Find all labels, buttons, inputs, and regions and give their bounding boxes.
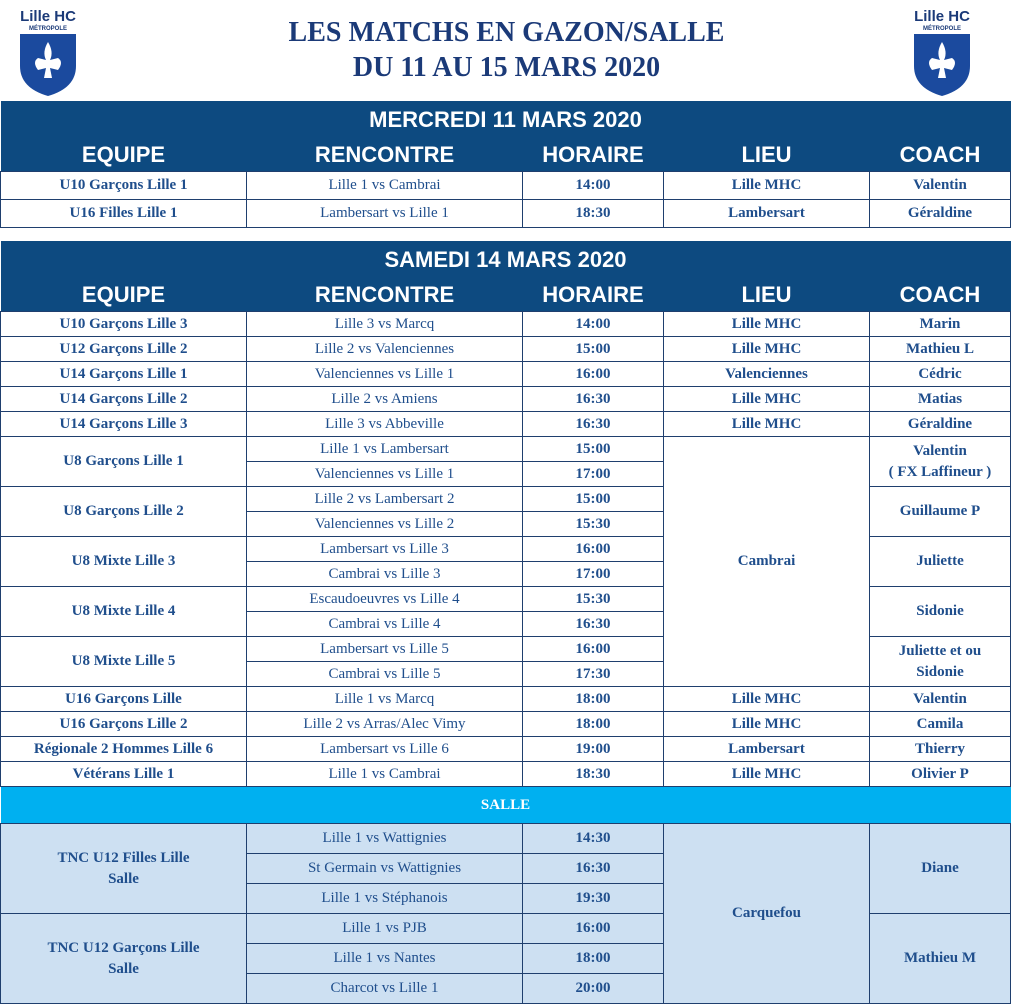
saturday-date: SAMEDI 14 MARS 2020	[1, 241, 1011, 279]
team-line1: TNC U12 Garçons Lille	[47, 939, 200, 956]
team-line1: TNC U12 Filles Lille	[57, 849, 190, 866]
match-cell: Lille 2 vs Valenciennes	[247, 337, 523, 362]
coach-cell: Olivier P	[870, 762, 1011, 787]
match-cell: Charcot vs Lille 1	[247, 974, 523, 1004]
team-cell: U14 Garçons Lille 3	[1, 412, 247, 437]
match-cell: Lambersart vs Lille 1	[247, 200, 523, 228]
time-cell: 18:00	[523, 712, 664, 737]
place-cell: Lille MHC	[664, 762, 870, 787]
time-cell: 16:30	[523, 854, 664, 884]
team-cell: U12 Garçons Lille 2	[1, 337, 247, 362]
table-row	[1, 362, 1011, 387]
time-cell: 17:00	[523, 562, 664, 587]
team-cell: U10 Garçons Lille 3	[1, 312, 247, 337]
table-row	[1, 824, 1011, 854]
match-cell: Valenciennes vs Lille 2	[247, 512, 523, 537]
match-cell: Lille 1 vs Cambrai	[247, 172, 523, 200]
coach-line2: Sidonie	[916, 663, 964, 680]
col-rencontre: RENCONTRE	[247, 279, 523, 312]
time-cell: 20:00	[523, 974, 664, 1004]
coach-cell: Guillaume P	[870, 487, 1011, 537]
match-cell: Lille 1 vs PJB	[247, 914, 523, 944]
match-cell: Cambrai vs Lille 4	[247, 612, 523, 637]
svg-text:Lille HC: Lille HC	[20, 8, 76, 25]
time-cell: 14:00	[523, 312, 664, 337]
time-cell: 16:00	[523, 362, 664, 387]
table-row	[1, 337, 1011, 362]
col-horaire: HORAIRE	[523, 279, 664, 312]
table-row	[1, 387, 1011, 412]
match-cell: Lille 1 vs Stéphanois	[247, 884, 523, 914]
col-coach: COACH	[870, 139, 1011, 172]
coach-cell: Matias	[870, 387, 1011, 412]
match-cell: Lambersart vs Lille 5	[247, 637, 523, 662]
svg-text:MÉTROPOLE: MÉTROPOLE	[28, 26, 68, 32]
salle-band: SALLE	[1, 787, 1011, 824]
team-cell: Régionale 2 Hommes Lille 6	[1, 737, 247, 762]
match-cell: Lille 1 vs Lambersart	[247, 437, 523, 462]
team-cell	[1, 914, 247, 1004]
col-lieu: LIEU	[664, 139, 870, 172]
time-cell: 15:00	[523, 487, 664, 512]
col-horaire: HORAIRE	[523, 139, 664, 172]
team-cell: U8 Garçons Lille 2	[1, 487, 247, 537]
time-cell: 16:30	[523, 412, 664, 437]
team-cell	[1, 824, 247, 914]
match-cell: Valenciennes vs Lille 1	[247, 362, 523, 387]
lille-hc-logo	[16, 8, 80, 98]
match-cell: Valenciennes vs Lille 1	[247, 462, 523, 487]
time-cell: 15:30	[523, 512, 664, 537]
team-cell: U14 Garçons Lille 1	[1, 362, 247, 387]
table-row	[1, 687, 1011, 712]
match-cell: St Germain vs Wattignies	[247, 854, 523, 884]
match-cell: Lille 2 vs Arras/Alec Vimy	[247, 712, 523, 737]
match-cell: Lambersart vs Lille 3	[247, 537, 523, 562]
coach-cell: Valentin	[870, 172, 1011, 200]
match-cell: Cambrai vs Lille 3	[247, 562, 523, 587]
time-cell: 17:30	[523, 662, 664, 687]
time-cell: 16:30	[523, 612, 664, 637]
time-cell: 16:00	[523, 537, 664, 562]
team-line2: Salle	[108, 870, 139, 887]
coach-cell: Thierry	[870, 737, 1011, 762]
team-cell: U16 Garçons Lille 2	[1, 712, 247, 737]
place-cell: Lille MHC	[664, 387, 870, 412]
coach-cell: Mathieu L	[870, 337, 1011, 362]
table-row	[1, 412, 1011, 437]
coach-cell: Camila	[870, 712, 1011, 737]
match-cell: Lille 1 vs Wattignies	[247, 824, 523, 854]
place-cell: Lille MHC	[664, 412, 870, 437]
time-cell: 18:30	[523, 762, 664, 787]
coach-cell: Sidonie	[870, 587, 1011, 637]
time-cell: 14:00	[523, 172, 664, 200]
table-row	[1, 762, 1011, 787]
match-cell: Lille 1 vs Marcq	[247, 687, 523, 712]
team-cell: U14 Garçons Lille 2	[1, 387, 247, 412]
time-cell: 15:00	[523, 437, 664, 462]
team-cell: U8 Mixte Lille 4	[1, 587, 247, 637]
time-cell: 19:00	[523, 737, 664, 762]
match-cell: Lille 2 vs Lambersart 2	[247, 487, 523, 512]
time-cell: 18:30	[523, 200, 664, 228]
time-cell: 18:00	[523, 944, 664, 974]
table-row	[1, 712, 1011, 737]
col-equipe: EQUIPE	[1, 279, 247, 312]
page-title: LES MATCHS EN GAZON/SALLE	[288, 17, 725, 48]
place-cell: Lille MHC	[664, 337, 870, 362]
svg-text:MÉTROPOLE: MÉTROPOLE	[922, 26, 962, 32]
team-cell: U10 Garçons Lille 1	[1, 172, 247, 200]
col-lieu: LIEU	[664, 279, 870, 312]
col-equipe: EQUIPE	[1, 139, 247, 172]
salle-place-cell: Carquefou	[664, 824, 870, 1004]
time-cell: 15:00	[523, 337, 664, 362]
place-cell: Lille MHC	[664, 687, 870, 712]
match-cell: Lille 3 vs Abbeville	[247, 412, 523, 437]
coach-line1: Juliette et ou	[898, 642, 982, 659]
time-cell: 16:30	[523, 387, 664, 412]
wednesday-date: MERCREDI 11 MARS 2020	[1, 101, 1011, 139]
page-subtitle: DU 11 AU 15 MARS 2020	[352, 52, 661, 83]
coach-cell	[870, 637, 1011, 687]
time-cell: 15:30	[523, 587, 664, 612]
time-cell: 14:30	[523, 824, 664, 854]
col-coach: COACH	[870, 279, 1011, 312]
u8-place-cell: Cambrai	[664, 437, 870, 687]
team-cell: Vétérans Lille 1	[1, 762, 247, 787]
time-cell: 19:30	[523, 884, 664, 914]
team-cell: U16 Filles Lille 1	[1, 200, 247, 228]
wednesday-schedule	[0, 101, 1011, 228]
team-cell: U8 Mixte Lille 5	[1, 637, 247, 687]
saturday-schedule	[0, 241, 1011, 1004]
team-cell: U16 Garçons Lille	[1, 687, 247, 712]
coach-cell: Géraldine	[870, 412, 1011, 437]
match-cell: Lambersart vs Lille 6	[247, 737, 523, 762]
time-cell: 16:00	[523, 914, 664, 944]
time-cell: 18:00	[523, 687, 664, 712]
coach-cell: Valentin	[870, 687, 1011, 712]
coach-cell	[870, 437, 1011, 487]
time-cell: 17:00	[523, 462, 664, 487]
coach-cell: Juliette	[870, 537, 1011, 587]
table-row	[1, 312, 1011, 337]
place-cell: Lille MHC	[664, 712, 870, 737]
team-line2: Salle	[108, 960, 139, 977]
coach-cell: Cédric	[870, 362, 1011, 387]
place-cell: Lille MHC	[664, 172, 870, 200]
table-row	[1, 737, 1011, 762]
match-cell: Lille 1 vs Cambrai	[247, 762, 523, 787]
team-cell: U8 Mixte Lille 3	[1, 537, 247, 587]
coach-cell: Diane	[870, 824, 1011, 914]
match-cell: Lille 2 vs Amiens	[247, 387, 523, 412]
match-cell: Escaudoeuvres vs Lille 4	[247, 587, 523, 612]
place-cell: Lille MHC	[664, 312, 870, 337]
svg-text:Lille HC: Lille HC	[914, 8, 970, 25]
coach-line2: ( FX Laffineur )	[888, 463, 992, 480]
table-row	[1, 172, 1011, 200]
place-cell: Lambersart	[664, 200, 870, 228]
match-cell: Cambrai vs Lille 5	[247, 662, 523, 687]
match-cell: Lille 1 vs Nantes	[247, 944, 523, 974]
coach-cell: Marin	[870, 312, 1011, 337]
team-cell: U8 Garçons Lille 1	[1, 437, 247, 487]
place-cell: Lambersart	[664, 737, 870, 762]
table-row	[1, 437, 1011, 462]
coach-cell: Géraldine	[870, 200, 1011, 228]
match-cell: Lille 3 vs Marcq	[247, 312, 523, 337]
time-cell: 16:00	[523, 637, 664, 662]
lille-hc-logo-right	[910, 8, 974, 98]
place-cell: Valenciennes	[664, 362, 870, 387]
coach-line1: Valentin	[913, 442, 967, 459]
coach-cell: Mathieu M	[870, 914, 1011, 1004]
col-rencontre: RENCONTRE	[247, 139, 523, 172]
table-row	[1, 200, 1011, 228]
